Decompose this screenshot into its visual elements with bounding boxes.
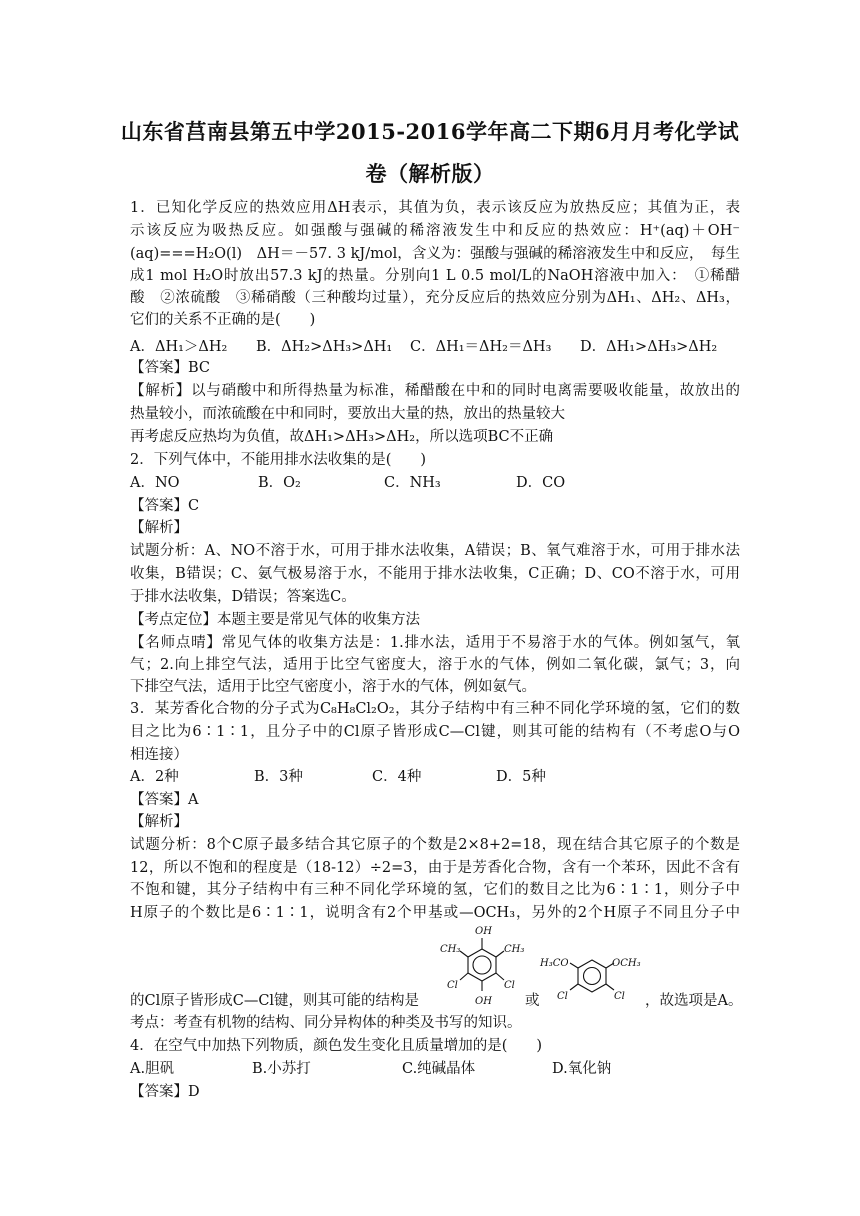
q2-exam-point: 【考点定位】本题主要是常见气体的收集方法 [130,612,420,628]
q3-analysis-line: H原子的个数比是6∶1∶1，说明含有2个甲基或—OCH₃，另外的2个H原子不同且分子中 [130,905,740,921]
q2-option-a: A．NO [130,475,180,491]
q3-stem-line: 相连接） [130,747,188,763]
q1-stem-line: 示该反应为吸热反应。如强酸与强碱的稀溶液发生中和反应的热效应：H⁺(aq)＋OH⁻ [130,223,740,239]
mol1-oh-top-label: OH [475,926,492,937]
q4-option-c: C.纯碱晶体 [402,1061,476,1077]
q3-option-c: C．4种 [372,769,422,785]
q2-analysis-line: 收集，B错误；C、氨气极易溶于水，不能用于排水法收集，C正确；D、CO不溶于水，可用 [130,566,740,582]
q3-structure-suffix: ，故选项是A。 [645,993,743,1009]
q2-analysis-line: 于排水法收集，D错误；答案选C。 [130,589,356,605]
q1-stem-line: 1．已知化学反应的热效应用ΔH表示，其值为负，表示该反应为放热反应；其值为正，表 [130,200,740,216]
q2-analysis-heading: 【解析】 [130,520,188,536]
q1-analysis-line: 再考虑反应热均为负值，故ΔH₁>ΔH₃>ΔH₂，所以选项BC不正确 [130,429,554,445]
q1-stem-line: 它们的关系不正确的是( ) [130,312,316,328]
mol2-right-methoxy-label: OCH₃ [612,958,641,969]
q3-knowledge-point: 考点：考查有机物的结构、同分异构体的种类及书写的知识。 [130,1015,522,1031]
q1-option-d: D．ΔH₁>ΔH₃>ΔH₂ [580,339,718,355]
q1-analysis-line: 热量较小，而浓硫酸在中和同时，要放出大量的热，放出的热量较大 [130,406,565,422]
q1-answer: 【答案】BC [130,360,211,376]
mol2-left-methoxy-label: H₃CO [540,958,569,969]
q1-option-a: A．ΔH₁＞ΔH₂ [130,339,228,355]
q3-option-a: A．2种 [130,769,179,785]
q4-option-a: A.胆矾 [130,1061,175,1077]
q1-stem-line: 酸 ②浓硫酸 ③稀硝酸（三种酸均过量），充分反应后的热效应分别为ΔH₁、ΔH₂、ΔH₃， [130,290,740,306]
q1-stem-line: (aq)===H₂O(l) ΔH＝－57. 3 kJ/mol，含义为：强酸与强碱的稀溶液发生中和反应， 每生 [130,246,740,262]
q2-tips-line: 下排空气法，适用于比空气密度小，溶于水的气体，例如氨气。 [130,679,536,695]
document-title-line-2: 卷（解析版） [365,161,495,186]
q3-stem-line: 3．某芳香化合物的分子式为C₈H₈Cl₂O₂，其分子结构中有三种不同化学环境的氢，它们的数 [130,701,740,717]
q2-tips-line: 气；2.向上排空气法，适用于比空气密度大，溶于水的气体，例如二氧化碳，氯气；3，向 [130,657,740,673]
document-title-line-1: 山东省莒南县第五中学2015-2016学年高二下期6月月考化学试 [120,119,740,144]
q1-analysis-line: 【解析】以与硝酸中和所得热量为标准，稀醋酸在中和的同时电离需要吸收能量，故放出的 [130,383,740,399]
q3-answer: 【答案】A [130,792,199,808]
q3-analysis-line: 不饱和键，其分子结构中有三种不同化学环境的氢，它们的数目之比为6∶1∶1，则分子中 [130,882,740,898]
q3-analysis-line: 12，所以不饱和的程度是（18-12）÷2=3，由于是芳香化合物，含有一个苯环，因此不含有 [130,860,740,876]
q3-analysis-line: 试题分析：8个C原子最多结合其它原子的个数是2×8+2=18，现在结合其它原子的个数是 [130,837,740,853]
q2-option-c: C．NH₃ [384,475,441,491]
q2-stem: 2．下列气体中，不能用排水法收集的是( ) [130,452,427,468]
q1-option-b: B．ΔH₂>ΔH₃>ΔH₁ [256,339,393,355]
mol1-cl-left-label: Cl [447,980,458,991]
mol1-ch3-right-label: CH₃ [504,944,525,955]
q3-structure-or: 或 [525,993,540,1009]
mol1-ch3-left-label: CH₃ [440,944,461,955]
mol2-cl-left-label: Cl [557,991,568,1002]
q4-stem: 4．在空气中加热下列物质，颜色发生变化且质量增加的是( ) [130,1038,543,1054]
q2-tips-line: 【名师点晴】常见气体的收集方法是：1.排水法，适用于不易溶于水的气体。例如氢气，氧 [130,635,740,651]
q1-option-c: C．ΔH₁＝ΔH₂＝ΔH₃ [410,339,552,355]
q2-option-d: D．CO [516,475,566,491]
q3-option-d: D．5种 [496,769,546,785]
dimethoxy-dichlorobenzene-structure [536,950,648,1010]
q2-analysis-line: 试题分析：A、NO不溶于水，可用于排水法收集，A错误；B、氧气难溶于水，可用于排水法 [130,543,740,559]
q2-answer: 【答案】C [130,498,200,514]
q4-option-b: B.小苏打 [252,1061,311,1077]
dimethyl-dichloro-hydroquinone-structure [430,918,540,1010]
mol1-cl-right-label: Cl [504,980,515,991]
q4-answer: 【答案】D [130,1084,200,1100]
q1-stem-line: 成1 mol H₂O时放出57.3 kJ的热量。分别向1 L 0.5 mol/L的NaOH溶液中加入： ①稀醋 [130,268,740,284]
q3-analysis-heading: 【解析】 [130,814,188,830]
q3-option-b: B．3种 [254,769,303,785]
q2-option-b: B．O₂ [258,475,301,491]
mol1-oh-bottom-label: OH [475,996,492,1007]
mol2-cl-right-label: Cl [614,991,625,1002]
q4-option-d: D.氧化钠 [552,1061,612,1077]
q3-stem-line: 目之比为6∶1∶1，且分子中的Cl原子皆形成C—Cl键，则其可能的结构有（不考虑O与O [130,724,740,740]
q3-structure-prefix: 的Cl原子皆形成C—Cl键，则其可能的结构是 [130,993,420,1009]
